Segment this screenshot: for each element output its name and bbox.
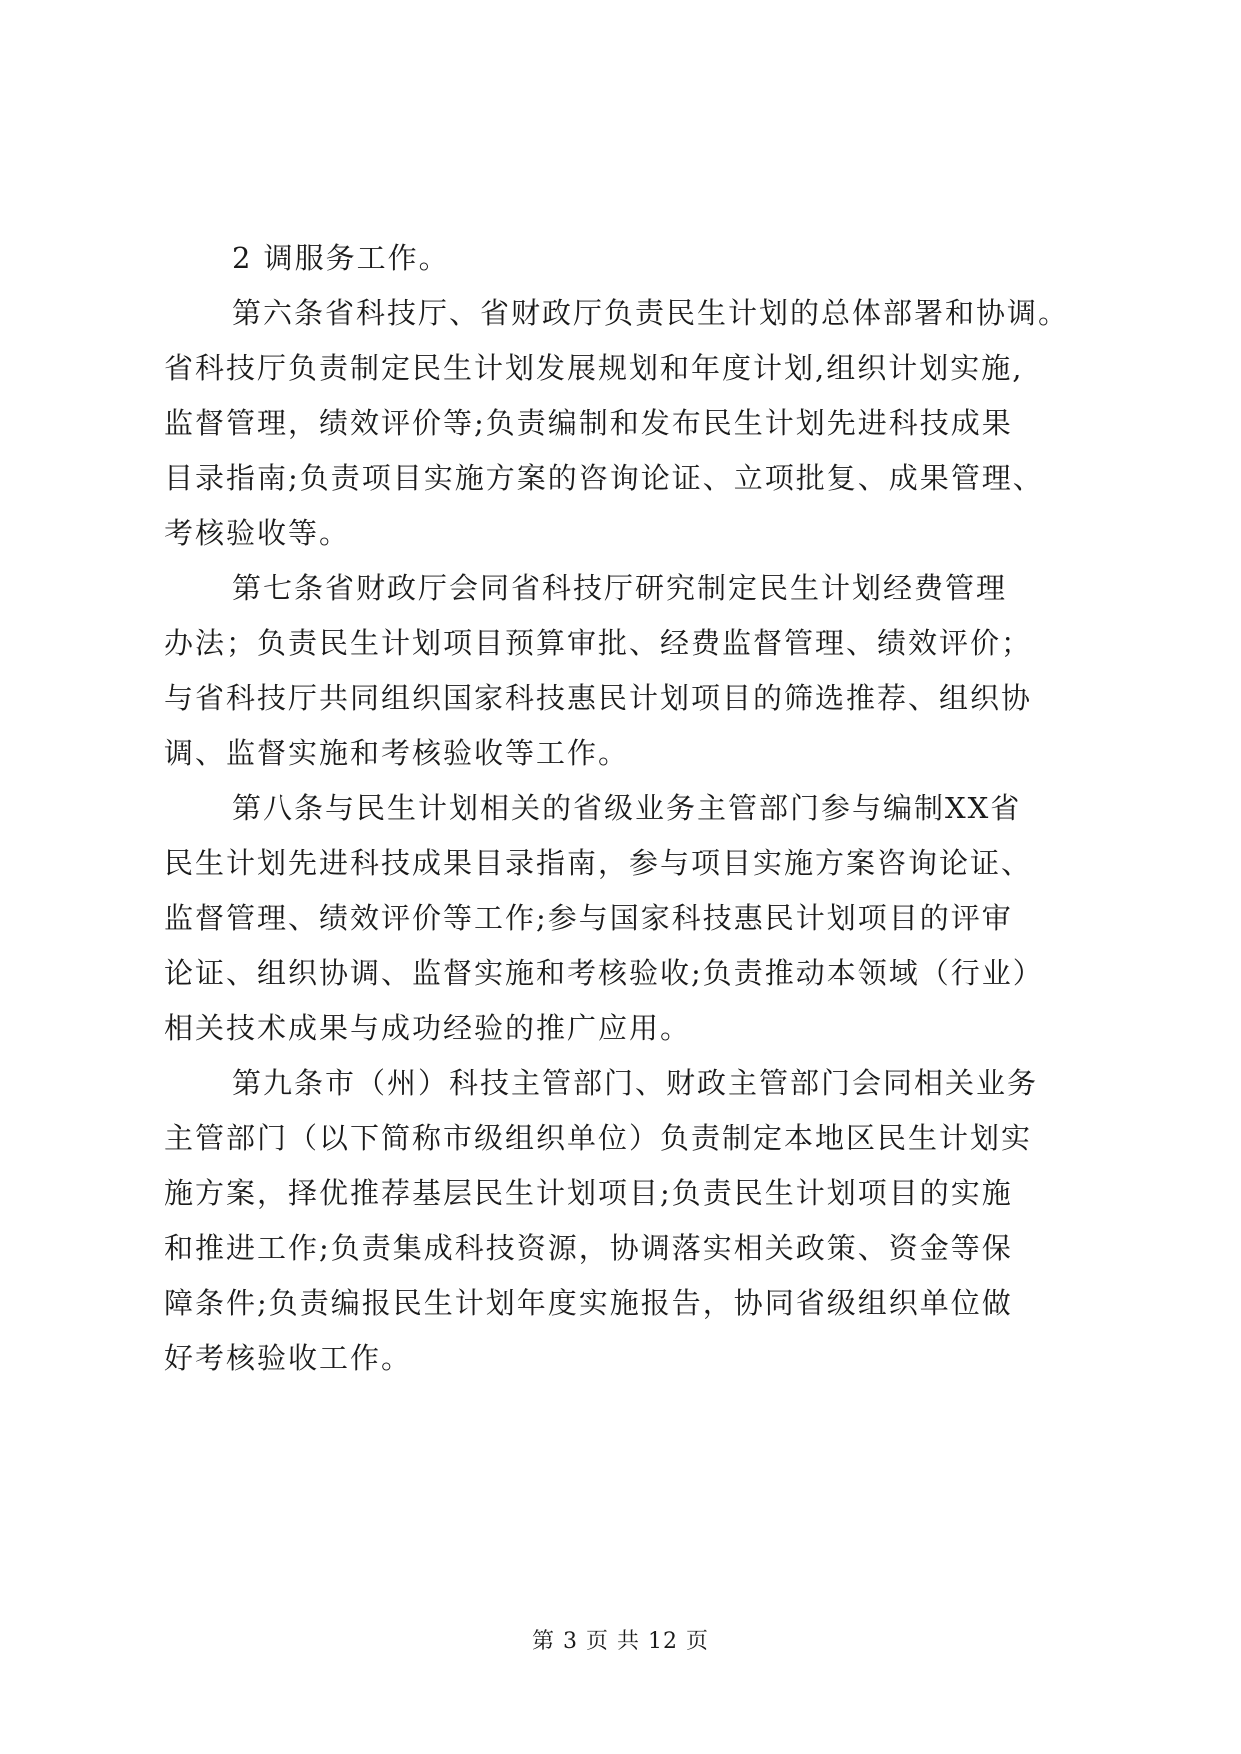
text-line: 障条件;负责编报民生计划年度实施报告，协同省级组织单位做 <box>164 1286 1013 1320</box>
document-body <box>164 231 1084 1386</box>
text-line: 与省科技厅共同组织国家科技惠民计划项目的筛选推荐、组织协 <box>164 681 1033 715</box>
text-line: 主管部门（以下简称市级组织单位）负责制定本地区民生计划实 <box>164 1121 1033 1155</box>
text-line: 调、监督实施和考核验收等工作。 <box>164 736 630 770</box>
text-line: 目录指南;负责项目实施方案的咨询论证、立项批复、成果管理、 <box>164 461 1044 495</box>
text-line: 2 调服务工作。 <box>232 241 450 275</box>
text-line: 监督管理，绩效评价等;负责编制和发布民生计划先进科技成果 <box>164 406 1013 440</box>
text-line: 论证、组织协调、监督实施和考核验收;负责推动本领域（行业） <box>164 956 1044 990</box>
text-line: 考核验收等。 <box>164 516 351 550</box>
text-line: 民生计划先进科技成果目录指南，参与项目实施方案咨询论证、 <box>164 846 1033 880</box>
text-line: 第七条省财政厅会同省科技厅研究制定民生计划经费管理 <box>232 571 1008 605</box>
text-line: 第六条省科技厅、省财政厅负责民生计划的总体部署和协调。 <box>232 296 1070 330</box>
text-line: 好考核验收工作。 <box>164 1341 413 1375</box>
text-line: 办法；负责民生计划项目预算审批、经费监督管理、绩效评价； <box>164 626 1033 660</box>
text-line: 相关技术成果与成功经验的推广应用。 <box>164 1011 692 1045</box>
text-line: 省科技厅负责制定民生计划发展规划和年度计划,组织计划实施, <box>164 351 1024 385</box>
text-line: 监督管理、绩效评价等工作;参与国家科技惠民计划项目的评审 <box>164 901 1013 935</box>
text-line: 和推进工作;负责集成科技资源，协调落实相关政策、资金等保 <box>164 1231 1013 1265</box>
text-line: 第九条市（州）科技主管部门、财政主管部门会同相关业务 <box>232 1066 1039 1100</box>
text-line: 施方案，择优推荐基层民生计划项目;负责民生计划项目的实施 <box>164 1176 1013 1210</box>
text-line: 第八条与民生计划相关的省级业务主管部门参与编制XX省 <box>232 791 1022 825</box>
page-number-footer: 第 3 页 共 12 页 <box>532 1629 709 1654</box>
